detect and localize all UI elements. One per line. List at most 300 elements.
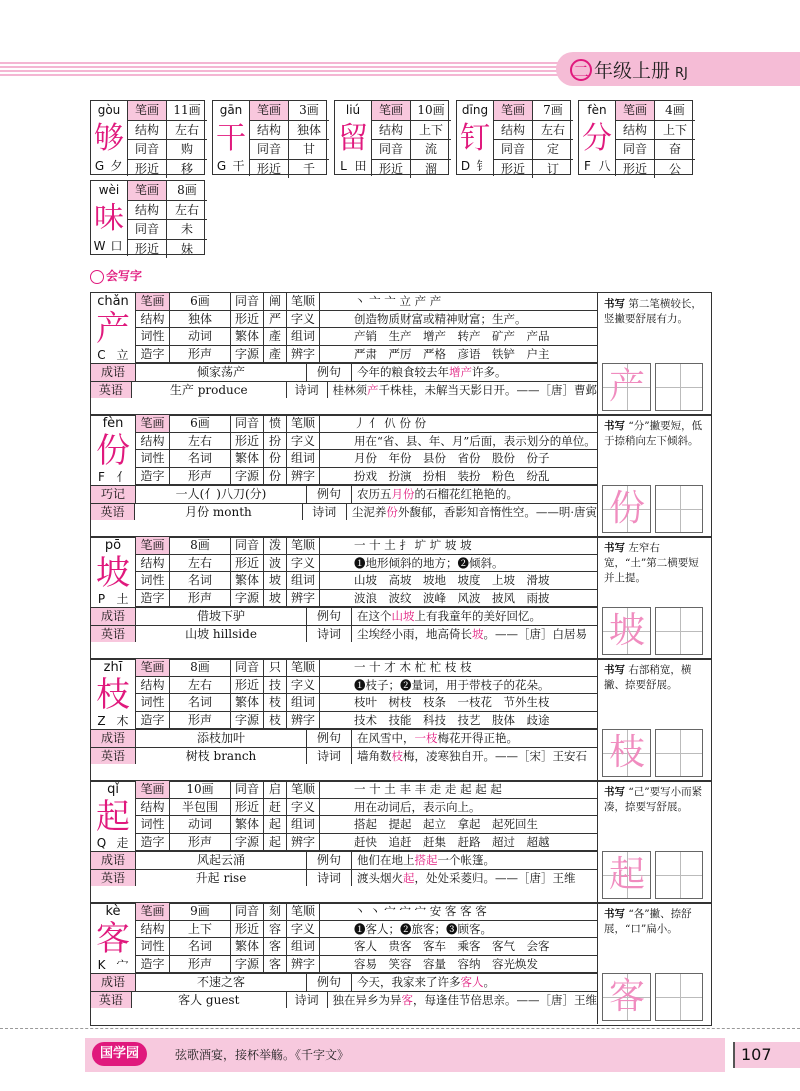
label: 词性: [136, 450, 170, 467]
label: 例句: [307, 486, 352, 503]
writing-tip: [597, 903, 711, 1024]
label: 英语: [91, 748, 136, 765]
label: 笔画: [136, 293, 170, 310]
label: 组词: [287, 328, 320, 345]
character-card: [90, 780, 712, 904]
writing-tip: [597, 537, 711, 658]
index-cell: [91, 237, 127, 256]
label: 造字: [136, 468, 170, 485]
attribute-grid: [135, 415, 350, 485]
pinyin: fèn: [587, 103, 607, 117]
label: 同音: [372, 140, 411, 159]
tip-text: 书写 “各”撇、捺舒展，“口”扁小。: [604, 908, 692, 935]
practice-grid: [602, 973, 707, 1021]
word-list: 枝叶 树枝 枝条 一枝花 节外生枝: [354, 695, 550, 709]
stroke-count: 6画: [170, 293, 231, 310]
formation: 形声: [170, 712, 231, 729]
initial: D: [460, 159, 471, 173]
label: 结构: [136, 311, 170, 328]
seal-script: 客: [264, 956, 287, 973]
label: 笔画: [494, 101, 533, 120]
label: 形近: [231, 799, 264, 816]
label: 形近: [372, 160, 411, 179]
info-rows: [493, 101, 573, 176]
structure: 左右: [170, 433, 231, 450]
part-of-speech: 动词: [170, 816, 231, 833]
structure: 左右: [170, 677, 231, 694]
label: 例句: [307, 730, 352, 747]
label: 笔画: [136, 415, 170, 432]
poem-line: 尘泥养份外馥郁，香影知音惰性空。——明·唐寅: [351, 504, 598, 519]
distinguish-list: 技术 技能 科技 技艺 肢体 歧途: [354, 712, 550, 727]
radical: 钅: [476, 159, 489, 173]
edition-label: RJ: [675, 66, 688, 81]
character: 留: [338, 121, 368, 156]
small-card: [90, 180, 205, 255]
writing-tip: [597, 293, 711, 414]
label: 形近: [231, 921, 264, 938]
character-card: [90, 536, 712, 660]
word-list: 山坡 高坡 坡地 坡度 上坡 滑坡: [354, 573, 550, 587]
label: 组词: [287, 572, 320, 589]
label: 字义: [287, 311, 320, 328]
label: 结构: [136, 677, 170, 694]
similar-char: 赶: [264, 799, 287, 816]
traditional-form: 枝: [264, 694, 287, 711]
meaning: ❶客人；❷旅客；❸顾客。: [354, 921, 492, 936]
english: 山坡 hillside: [136, 626, 307, 643]
index-cell: [91, 713, 135, 730]
initial: L: [340, 159, 347, 173]
character: 味: [94, 201, 124, 236]
value: 溜: [424, 161, 437, 176]
label: 形近: [250, 160, 289, 179]
label: 字源: [231, 834, 264, 851]
index-cell: [335, 157, 371, 176]
structure: 半包围: [170, 799, 231, 816]
stroke-count: 6画: [170, 415, 231, 432]
grade-circle: 二: [570, 59, 592, 81]
tip-text: 书写 “己”要写小而紧凑，捺要写舒展。: [604, 786, 703, 813]
value: 上下: [418, 122, 443, 137]
index-cell: [213, 157, 249, 176]
stroke-count: 8画: [170, 537, 231, 554]
idiom: 风起云涌: [136, 852, 307, 869]
label: 词性: [136, 816, 170, 833]
label: 笔画: [128, 181, 167, 200]
meaning: 用在“省、县、年、月”后面，表示划分的单位。: [354, 433, 596, 448]
pinyin: qǐ: [107, 782, 119, 797]
radical: 宀: [116, 958, 129, 972]
similar-char: 容: [264, 921, 287, 938]
value: 千: [302, 161, 315, 176]
part-of-speech: 名词: [170, 572, 231, 589]
label: 字义: [287, 433, 320, 450]
footer-logo: 国学园: [92, 1042, 147, 1066]
label: 词性: [136, 572, 170, 589]
label: 诗词: [307, 870, 352, 887]
formation: 形声: [170, 956, 231, 973]
character: 够: [94, 121, 124, 156]
poem-line: 独在异乡为异客，每逢佳节倍思亲。——［唐］王维: [332, 992, 598, 1007]
value: 独体: [296, 122, 321, 137]
practice-box[interactable]: [602, 485, 651, 533]
label: 形近: [494, 160, 533, 179]
stroke-count: 8画: [170, 659, 231, 676]
idiom: 添枝加叶: [136, 730, 307, 747]
label: 笔画: [372, 101, 411, 120]
detail-values: [349, 659, 597, 729]
label: 笔顺: [287, 293, 320, 310]
distinguish-list: 波浪 波纹 波峰 风波 披风 雨披: [354, 590, 550, 605]
idiom: 借坡下驴: [136, 608, 307, 625]
initial: C: [97, 348, 106, 362]
english: 树枝 branch: [136, 748, 307, 765]
poem-line: 桂林须产千株桂，未解当天影日开。——［唐］曹邺: [332, 382, 598, 397]
value: 4画: [665, 103, 685, 117]
homophone: 阐: [264, 293, 287, 310]
distinguish-list: 严肃 严厉 严格 彦语 铁铲 户主: [354, 346, 550, 361]
usage-rows: [91, 973, 597, 1008]
label: 笔顺: [287, 415, 320, 432]
practice-box[interactable]: [655, 607, 704, 655]
practice-box[interactable]: [602, 851, 651, 899]
label: 形近: [231, 555, 264, 572]
detail-values: [349, 293, 597, 363]
traditional-form: 坡: [264, 572, 287, 589]
radical: 干: [232, 159, 245, 173]
value: 10画: [417, 103, 445, 117]
value: 奋: [668, 142, 681, 156]
label: 笔画: [616, 101, 655, 120]
value: 订: [546, 161, 559, 176]
label: 笔顺: [287, 903, 320, 920]
meaning: ❶枝子；❷量词，用于带枝子的花朵。: [354, 677, 550, 692]
label: 英语: [91, 504, 135, 521]
formation: 形声: [170, 834, 231, 851]
writing-tip: [597, 659, 711, 780]
label: 组词: [287, 816, 320, 833]
formation: 形声: [170, 590, 231, 607]
character: 钉: [460, 121, 490, 156]
usage-rows: [91, 363, 597, 398]
practice-box[interactable]: [602, 607, 651, 655]
initial: W: [93, 239, 106, 253]
label: 辨字: [287, 712, 320, 729]
trace-character: 客: [608, 976, 645, 1017]
initial: P: [97, 592, 106, 606]
value: 3画: [299, 103, 319, 117]
label: 词性: [136, 938, 170, 955]
attribute-grid: [135, 537, 350, 607]
usage-rows: [91, 851, 597, 886]
practice-grid: [602, 851, 707, 899]
part-of-speech: 动词: [170, 328, 231, 345]
label: 同音: [231, 903, 264, 920]
practice-box[interactable]: [655, 851, 704, 899]
pinyin: chǎn: [97, 294, 129, 309]
stroke-order: 丶 亠 亠 立 产 产: [354, 294, 442, 308]
small-card: [334, 100, 449, 175]
value: 左右: [540, 122, 565, 137]
pinyin: dīng: [461, 103, 489, 117]
word-list: 产销 生产 增产 转产 矿产 产品: [354, 329, 550, 343]
tip-text: 书写 第二笔横较长，竖撇要舒展有力。: [604, 298, 702, 325]
label: 结构: [136, 555, 170, 572]
index-cell: [457, 157, 493, 176]
value: 左右: [174, 122, 199, 137]
poem-line: 渡头烟火起，处处采菱归。——［唐］王维: [357, 870, 576, 885]
practice-box[interactable]: [655, 485, 704, 533]
character-card: [90, 414, 712, 538]
value: 甘: [302, 142, 315, 156]
label: 笔画: [136, 903, 170, 920]
seal-script: 份: [264, 468, 287, 485]
label: 辨字: [287, 956, 320, 973]
label: 同音: [128, 220, 167, 239]
label: 笔画: [136, 537, 170, 554]
pinyin: zhī: [103, 660, 123, 675]
label: 笔顺: [287, 537, 320, 554]
attribute-grid: [135, 293, 350, 363]
meaning: 用在动词后，表示向上。: [354, 799, 481, 814]
usage-rows: [91, 485, 597, 520]
practice-box[interactable]: [602, 973, 651, 1021]
value: 购: [180, 142, 193, 156]
label: 形近: [128, 240, 167, 259]
radical: 夕: [110, 159, 123, 173]
trace-character: 份: [608, 488, 645, 529]
formation: 形声: [170, 346, 231, 363]
idiom: 一人(亻)八刀(分): [136, 486, 307, 503]
radical: 立: [116, 348, 129, 362]
value: 8画: [177, 183, 197, 197]
pinyin: gòu: [97, 103, 121, 117]
practice-box[interactable]: [602, 729, 651, 777]
stroke-order: 丶 丶 宀 宀 宀 安 客 客 客: [354, 904, 487, 918]
seal-script: 產: [264, 346, 287, 363]
homophone: 启: [264, 781, 287, 798]
label: 诗词: [307, 626, 352, 643]
pinyin: wèi: [98, 183, 120, 197]
label: 形近: [231, 311, 264, 328]
example-sentence: 农历五月份的石榴花红艳艳的。: [357, 487, 518, 501]
label: 字源: [231, 956, 264, 973]
index-cell: [91, 591, 135, 608]
word-list: 月份 年份 县份 省份 股份 份子: [354, 451, 550, 465]
label: 繁体: [231, 694, 264, 711]
label: 诗词: [287, 992, 328, 1009]
index-cell: [91, 469, 135, 486]
practice-box[interactable]: [602, 363, 651, 411]
label: 英语: [91, 870, 136, 887]
label: 结构: [616, 121, 655, 140]
label: 结构: [136, 921, 170, 938]
traditional-form: 客: [264, 938, 287, 955]
initial: G: [94, 159, 105, 173]
label: 辨字: [287, 346, 320, 363]
small-card: [90, 100, 205, 175]
detail-values: [349, 781, 597, 851]
label: 繁体: [231, 450, 264, 467]
label: 组词: [287, 938, 320, 955]
label: 笔画: [250, 101, 289, 120]
label: 造字: [136, 834, 170, 851]
attribute-grid: [135, 659, 350, 729]
label: 结构: [128, 121, 167, 140]
label: 同音: [231, 293, 264, 310]
structure: 上下: [170, 921, 231, 938]
value: 11画: [173, 103, 201, 117]
practice-box[interactable]: [655, 973, 704, 1021]
value: 上下: [662, 122, 687, 137]
label: 英语: [91, 992, 132, 1009]
english: 客人 guest: [132, 992, 287, 1009]
pinyin: kè: [105, 904, 121, 919]
meaning: ❶地形倾斜的地方；❷倾斜。: [354, 555, 504, 570]
example-sentence: 他们在地上搭起一个帐篷。: [357, 853, 495, 867]
usage-rows: [91, 729, 597, 764]
value: 7画: [543, 103, 563, 117]
value: 左右: [174, 202, 199, 217]
value: 妹: [180, 241, 193, 256]
info-rows: [371, 101, 451, 176]
index-cell: [579, 157, 615, 176]
english: 月份 month: [135, 504, 303, 521]
tip-text: 书写 “分”撇要短，低于捺稍向左下倾斜。: [604, 420, 703, 447]
part-of-speech: 名词: [170, 450, 231, 467]
index-cell: [91, 157, 127, 176]
label: 笔顺: [287, 659, 320, 676]
character-card: [90, 658, 712, 782]
label: 造字: [136, 590, 170, 607]
label: 同音: [231, 537, 264, 554]
label: 词性: [136, 694, 170, 711]
label: 形近: [231, 433, 264, 450]
distinguish-list: 容易 笑容 容量 容纳 容光焕发: [354, 956, 538, 971]
small-card: [212, 100, 327, 175]
label: 字义: [287, 555, 320, 572]
trace-character: 坡: [608, 610, 645, 651]
poem-line: 墙角数枝梅，凌寒独自开。——［宋］王安石: [357, 748, 587, 763]
label: 结构: [128, 201, 167, 220]
idiom: 倾家荡产: [136, 364, 307, 381]
detail-values: [349, 415, 597, 485]
info-rows: [615, 101, 695, 176]
label: 字源: [231, 468, 264, 485]
label: 结构: [250, 121, 289, 140]
label: 组词: [287, 694, 320, 711]
initial: G: [216, 159, 227, 173]
label: 辨字: [287, 590, 320, 607]
writing-tip: [597, 781, 711, 902]
section-title: 会写字: [106, 269, 143, 283]
page-number: 107: [733, 1042, 800, 1068]
trace-character: 起: [608, 854, 645, 895]
label: 造字: [136, 346, 170, 363]
practice-box[interactable]: [655, 729, 704, 777]
structure: 独体: [170, 311, 231, 328]
part-of-speech: 名词: [170, 694, 231, 711]
english: 升起 rise: [136, 870, 307, 887]
label: 同音: [616, 140, 655, 159]
example-sentence: 在风雪中，一枝梅花开得正艳。: [357, 731, 518, 745]
label: 字源: [231, 590, 264, 607]
tip-text: 书写 右部稍宽，横撇、捺要舒展。: [604, 664, 692, 691]
similar-char: 严: [264, 311, 287, 328]
label: 同音: [494, 140, 533, 159]
label: 字义: [287, 677, 320, 694]
stroke-count: 10画: [170, 781, 231, 798]
homophone: 只: [264, 659, 287, 676]
radical: 亻: [116, 470, 129, 484]
label: 同音: [231, 659, 264, 676]
pinyin: fèn: [102, 416, 124, 431]
label: 例句: [307, 608, 352, 625]
label: 字源: [231, 346, 264, 363]
hand-icon: [90, 270, 104, 284]
label: 英语: [91, 382, 132, 399]
label: 同音: [250, 140, 289, 159]
trace-character: 产: [608, 366, 645, 407]
label: 成语: [91, 974, 136, 991]
stroke-order: 丿 亻 仈 份 份: [354, 416, 427, 430]
label: 同音: [128, 140, 167, 159]
part-of-speech: 名词: [170, 938, 231, 955]
structure: 左右: [170, 555, 231, 572]
label: 英语: [91, 626, 136, 643]
homophone: 泼: [264, 537, 287, 554]
label: 辨字: [287, 834, 320, 851]
character: 枝: [96, 675, 130, 715]
character: 干: [216, 121, 246, 156]
label: 辨字: [287, 468, 320, 485]
initial: Q: [96, 836, 107, 850]
label: 造字: [136, 712, 170, 729]
footer-divider: [0, 1028, 800, 1029]
traditional-form: 產: [264, 328, 287, 345]
practice-box[interactable]: [655, 363, 704, 411]
initial: F: [584, 159, 591, 173]
info-rows: [127, 181, 207, 256]
practice-grid: [602, 729, 707, 777]
usage-rows: [91, 607, 597, 642]
word-list: 搭起 提起 起立 拿起 起死回生: [354, 817, 538, 831]
label: 繁体: [231, 572, 264, 589]
label: 笔画: [128, 101, 167, 120]
distinguish-list: 扮戏 扮演 扮相 装扮 粉色 纷乱: [354, 468, 550, 483]
label: 例句: [307, 852, 352, 869]
value: 未: [180, 222, 193, 236]
label: 形近: [231, 677, 264, 694]
radical: 土: [116, 592, 129, 606]
value: 移: [180, 161, 193, 176]
poem-line: 尘埃经小雨，地高倚长坡。——［唐］白居易: [357, 626, 587, 641]
info-rows: [249, 101, 329, 176]
practice-grid: [602, 607, 707, 655]
label: 形近: [616, 160, 655, 179]
meaning: 创造物质财富或精神财富；生产。: [354, 311, 527, 326]
pinyin: liú: [345, 103, 361, 117]
distinguish-list: 赶快 追赶 赶集 赶路 超过 超越: [354, 834, 550, 849]
footer-quote: 弦歌酒宴，接杯举觞。《千字文》: [175, 1048, 350, 1062]
index-cell: [91, 347, 135, 364]
character: 产: [96, 309, 130, 349]
similar-char: 扮: [264, 433, 287, 450]
label: 同音: [231, 415, 264, 432]
label: 笔画: [136, 659, 170, 676]
radical: 木: [116, 714, 129, 728]
